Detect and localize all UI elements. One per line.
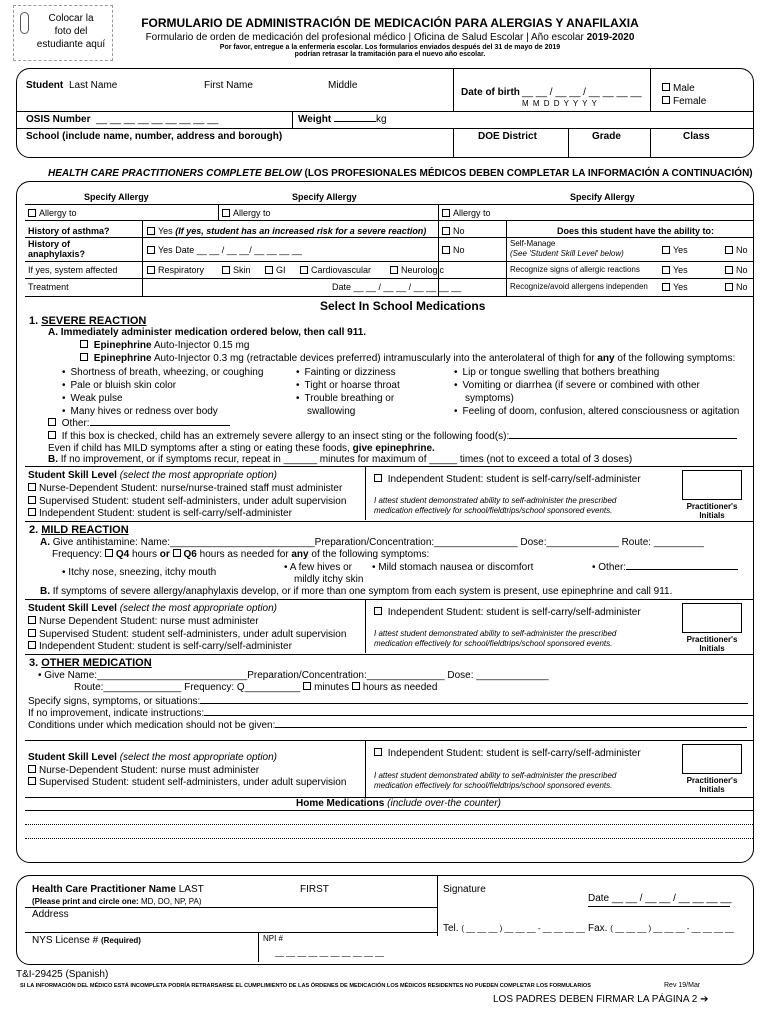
middle-name-field[interactable]: Middle	[328, 80, 358, 91]
grade-label: Grade	[592, 131, 621, 142]
footer-warning: SI LA INFORMACIÓN DEL MÉDICO ESTÁ INCOMPLETA PODRÍA RETRARSARSE EL CUMPLIMIENTO DE LAS ÓRDENES DE MEDICACIÓN LOS MÉDICOS RESIDENTES NO PUEDEN COMPLETAR LOS FORMULARIOS	[20, 983, 592, 989]
system-cardiovascular[interactable]: Cardiovascular	[300, 265, 371, 275]
female-option[interactable]: Female	[662, 96, 706, 107]
allergy-to-1[interactable]: Allergy to	[28, 208, 77, 218]
epinephrine-03-option[interactable]: Epinephrine Auto-Injector 0.3 mg (retractable devices preferred) intramuscularly into the anterolateral of thigh for any of the following symptoms:	[80, 353, 735, 364]
treatment-date[interactable]: Date __ __ / __ __ / __ __ __ __	[332, 282, 462, 292]
parents-sign-note: LOS PADRES DEBEN FIRMAR LA PÁGINA 2 ➔	[493, 994, 709, 1005]
submission-note-1: Por favor, entregue a la enfermería escolar. Los formularios enviados después del 31 de mayo de 2019	[219, 44, 561, 51]
skill1-nurse-dependent[interactable]: Nurse-Dependent Student: nurse/nurse-trained staff must administer	[28, 483, 342, 494]
other-med-specify[interactable]: Specify signs, symptoms, or situations:	[28, 696, 748, 707]
skill3-nurse-dependent[interactable]: Nurse-Dependent Student: nurse must administer	[28, 765, 259, 776]
self-manage-no[interactable]: No	[725, 245, 748, 255]
hcp-heading: HEALTH CARE PRACTITIONERS COMPLETE BELOW (LOS PROFESIONALES MÉDICOS DEBEN COMPLETAR LA INFORMACIÓN A CONTINUACIÓN)	[48, 168, 753, 179]
mild-reaction-heading: 2. MILD REACTION	[29, 524, 129, 536]
print-note: (Please print and circle one: MD, DO, NP, PA)	[32, 897, 202, 906]
specify-allergy-3: Specify Allergy	[570, 192, 635, 202]
ability-header: Does this student have the ability to:	[557, 226, 715, 236]
skill1-independent[interactable]: Independent Student: student is self-carry/self-administer	[28, 508, 292, 519]
doe-district-label: DOE District	[478, 131, 537, 142]
specify-allergy-1: Specify Allergy	[84, 192, 149, 202]
male-option[interactable]: Male	[662, 83, 695, 94]
photo-line2: foto del	[54, 26, 88, 37]
skill1-initials-label: Practitioner's Initials	[686, 502, 738, 520]
anaphylaxis-yes[interactable]: Yes Date __ __ / __ __/ __ __ __ __	[147, 245, 302, 255]
osis-field[interactable]: __ __ __ __ __ __ __ __ __	[96, 114, 219, 125]
self-manage-label: Self-Manage (See 'Student Skill Level' below)	[510, 239, 624, 258]
home-med-line-2[interactable]	[25, 838, 753, 839]
student-info-section	[16, 68, 754, 158]
practitioner-name-label: Health Care Practitioner Name LAST	[32, 884, 204, 895]
tel-field[interactable]: Tel. ( __ __ __ ) __ __ __ - __ __ __ __	[443, 923, 585, 934]
asthma-yes[interactable]: Yes (If yes, student has an increased risk for a severe reaction)	[147, 226, 426, 236]
practitioner-date-field[interactable]: Date __ __ / __ __ / __ __ __ __	[588, 893, 732, 904]
submission-note-2: podrían retrasar la tramitación para el nuevo año escolar.	[294, 51, 486, 58]
skill2-initials-label: Practitioner's Initials	[686, 635, 738, 653]
class-label: Class	[683, 131, 710, 142]
anaphylaxis-no[interactable]: No	[442, 245, 465, 255]
select-medications-heading: Select In School Medications	[320, 299, 486, 313]
specify-allergy-2: Specify Allergy	[292, 192, 357, 202]
severe-reaction-heading: 1. SEVERE REACTION	[29, 315, 147, 327]
address-field[interactable]: Address	[32, 909, 69, 920]
recognize-avoid-yes[interactable]: Yes	[662, 282, 688, 292]
student-label: Student	[26, 80, 64, 91]
skill2-initials-box[interactable]	[682, 603, 742, 633]
osis-label: OSIS Number	[26, 114, 91, 125]
mild-symptoms-note: Even if child has MILD symptoms after a sting or eating these foods, give epinephrine.	[48, 443, 435, 454]
skill2-attestation: I attest student demonstrated ability to self-administer the prescribed medication effectively for school/fieldtrips/school sponsored events.	[374, 629, 617, 648]
npi-label: NPI #	[263, 934, 284, 943]
skill2-indep-attest[interactable]: Independent Student: student is self-carry/self-administer	[374, 607, 641, 618]
skill2-supervised[interactable]: Supervised Student: student self-administers, under adult supervision	[28, 629, 346, 640]
recognize-signs-yes[interactable]: Yes	[662, 265, 688, 275]
dob-format: M M D D Y Y Y Y	[522, 99, 598, 108]
severe-instruction-a: A. Immediately administer medication ordered below, then call 911.	[48, 327, 367, 338]
other-med-no-improvement[interactable]: If no improvement, indicate instructions:	[28, 708, 754, 719]
severe-symptoms-col3: • Lip or tongue swelling that bothers breathing • Vomiting or diarrhea (if severe or combined with other symptoms) • Feeling of doom, confusion, altered consciousness or agitation	[454, 366, 739, 418]
recognize-signs-label: Recognize signs of allergic reactions	[510, 265, 640, 274]
other-medication-heading: 3. OTHER MEDICATION	[29, 657, 152, 669]
insect-food-option[interactable]: If this box is checked, child has an extremely severe allergy to an insect sting or the following food(s):	[48, 431, 737, 442]
recognize-avoid-label: Recognize/avoid allergens independen	[510, 282, 648, 291]
page-subtitle: Formulario de orden de medicación del profesional médico | Oficina de Salud Escolar | Año escolar	[145, 32, 584, 43]
skill1-attestation: I attest student demonstrated ability to self-administer the prescribed medication effectively for school/fieldtrips/school sponsored events.	[374, 496, 617, 515]
paperclip-icon	[20, 12, 29, 34]
other-med-give-line[interactable]: • Give Name:___________________________Preparation/Concentration:______________ Dose: _____________	[38, 670, 549, 681]
allergy-to-2[interactable]: Allergy to	[222, 208, 271, 218]
skill1-initials-box[interactable]	[682, 470, 742, 500]
allergy-to-3[interactable]: Allergy to	[442, 208, 491, 218]
severe-other-option[interactable]: Other:	[48, 418, 230, 429]
skill-level-1-title: Student Skill Level (select the most appropriate option)	[28, 470, 278, 481]
page-title: FORMULARIO DE ADMINISTRACIÓN DE MEDICACIÓN PARA ALERGIAS Y ANAFILAXIA	[141, 16, 639, 30]
dob-field[interactable]: __ __ / __ __ / __ __ __ __	[522, 87, 642, 98]
mild-symptom-other[interactable]: • Other:	[592, 562, 738, 573]
practitioner-first-label: FIRST	[300, 884, 329, 895]
skill2-independent[interactable]: Independent Student: student is self-carry/self-administer	[28, 641, 292, 652]
other-med-route-line[interactable]: Route:______________ Frequency: Q__________ minutes hours as needed	[74, 682, 438, 693]
first-name-field[interactable]: First Name	[204, 80, 253, 91]
other-med-conditions[interactable]: Conditions under which medication should not be given:	[28, 720, 747, 731]
epinephrine-015-option[interactable]: Epinephrine Auto-Injector 0.15 mg	[80, 340, 249, 351]
skill3-supervised[interactable]: Supervised Student: student self-administers, under adult supervision	[28, 777, 346, 788]
severe-symptoms-col2: • Fainting or dizziness • Tight or hoarse throat • Trouble breathing or swallowing	[296, 366, 400, 418]
skill3-attestation: I attest student demonstrated ability to self-administer the prescribed medication effectively for school/fieldtrips/school sponsored events.	[374, 771, 617, 790]
nys-license-field[interactable]: NYS License # (Required)	[32, 935, 141, 946]
school-label: School (include name, number, address and borough)	[26, 131, 283, 142]
skill-level-2-title: Student Skill Level (select the most appropriate option)	[28, 603, 278, 614]
skill1-supervised[interactable]: Supervised Student: student self-administers, under adult supervision	[28, 496, 346, 507]
skill-level-3-title: Student Skill Level (select the most appropriate option)	[28, 752, 278, 763]
dob-label: Date of birth	[461, 87, 520, 98]
treatment-label: Treatment	[28, 282, 69, 292]
system-skin[interactable]: Skin	[222, 265, 251, 275]
severe-symptoms-col1: • Shortness of breath, wheezing, or coughing • Pale or bluish skin color • Weak pulse • Many hives or redness over body	[62, 366, 263, 418]
frequency-line[interactable]: Frequency: Q4 hours or Q6 hours as needed for any of the following symptoms:	[52, 549, 430, 560]
skill3-initials-box[interactable]	[682, 744, 742, 774]
revision: Rev 19/Mar	[664, 982, 701, 989]
fax-field[interactable]: Fax. ( __ __ __ ) __ __ __ - __ __ __ __	[588, 923, 734, 934]
home-med-line-1[interactable]	[25, 824, 753, 825]
asthma-no[interactable]: No	[442, 226, 465, 236]
severe-instruction-b: B. If no improvement, or if symptoms recur, repeat in ______ minutes for maximum of _____ times (not to exceed a total of 3 doses)	[48, 454, 633, 465]
photo-line1: Colocar la	[48, 13, 94, 24]
recognize-avoid-no[interactable]: No	[725, 282, 748, 292]
mild-instruction-b: B. If symptoms of severe allergy/anaphylaxis develop, or if more than one symptom from each system is present, use epinephrine and call 911.	[40, 586, 673, 597]
system-respiratory[interactable]: Respiratory	[147, 265, 204, 275]
form-id: T&I-29425 (Spanish)	[16, 969, 109, 980]
photo-line3: estudiante aquí	[36, 39, 106, 50]
self-manage-yes[interactable]: Yes	[662, 245, 688, 255]
school-year: 2019-2020	[586, 32, 635, 43]
weight-label: Weight	[298, 114, 332, 125]
student-photo-placeholder[interactable]	[13, 5, 113, 61]
mild-symptom-2: • A few hives or mildly itchy skin	[284, 562, 364, 585]
home-medications-heading: Home Medications (include over-the counter)	[296, 798, 501, 809]
system-affected-label: If yes, system affected	[28, 265, 118, 275]
skill3-initials-label: Practitioner's Initials	[686, 776, 738, 794]
npi-field[interactable]: __ __ __ __ __ __ __ __ __ __	[275, 948, 384, 957]
skill3-indep-attest[interactable]: Independent Student: student is self-carry/self-administer	[374, 748, 641, 759]
asthma-label: History of asthma?	[28, 226, 110, 236]
anaphylaxis-label: History of anaphylaxis?	[28, 239, 86, 259]
skill2-nurse-dependent[interactable]: Nurse Dependent Student: nurse must administer	[28, 616, 259, 627]
antihistamine-line[interactable]: A. Give antihistamine: Name:__________________________Preparation/Concentration:_______________ Dose:_____________ Route: _________	[40, 537, 704, 548]
system-gi[interactable]: GI	[265, 265, 286, 275]
signature-field[interactable]: Signature	[443, 884, 486, 895]
recognize-signs-no[interactable]: No	[725, 265, 748, 275]
mild-symptom-1: • Itchy nose, sneezing, itchy mouth	[62, 567, 217, 578]
last-name-field[interactable]: Last Name	[69, 80, 118, 91]
mild-symptom-3: • Mild stomach nausea or discomfort	[372, 562, 534, 573]
weight-field[interactable]: kg	[334, 114, 387, 125]
skill1-indep-attest[interactable]: Independent Student: student is self-carry/self-administer	[374, 474, 641, 485]
system-neurologic[interactable]: Neurologic	[390, 265, 444, 275]
